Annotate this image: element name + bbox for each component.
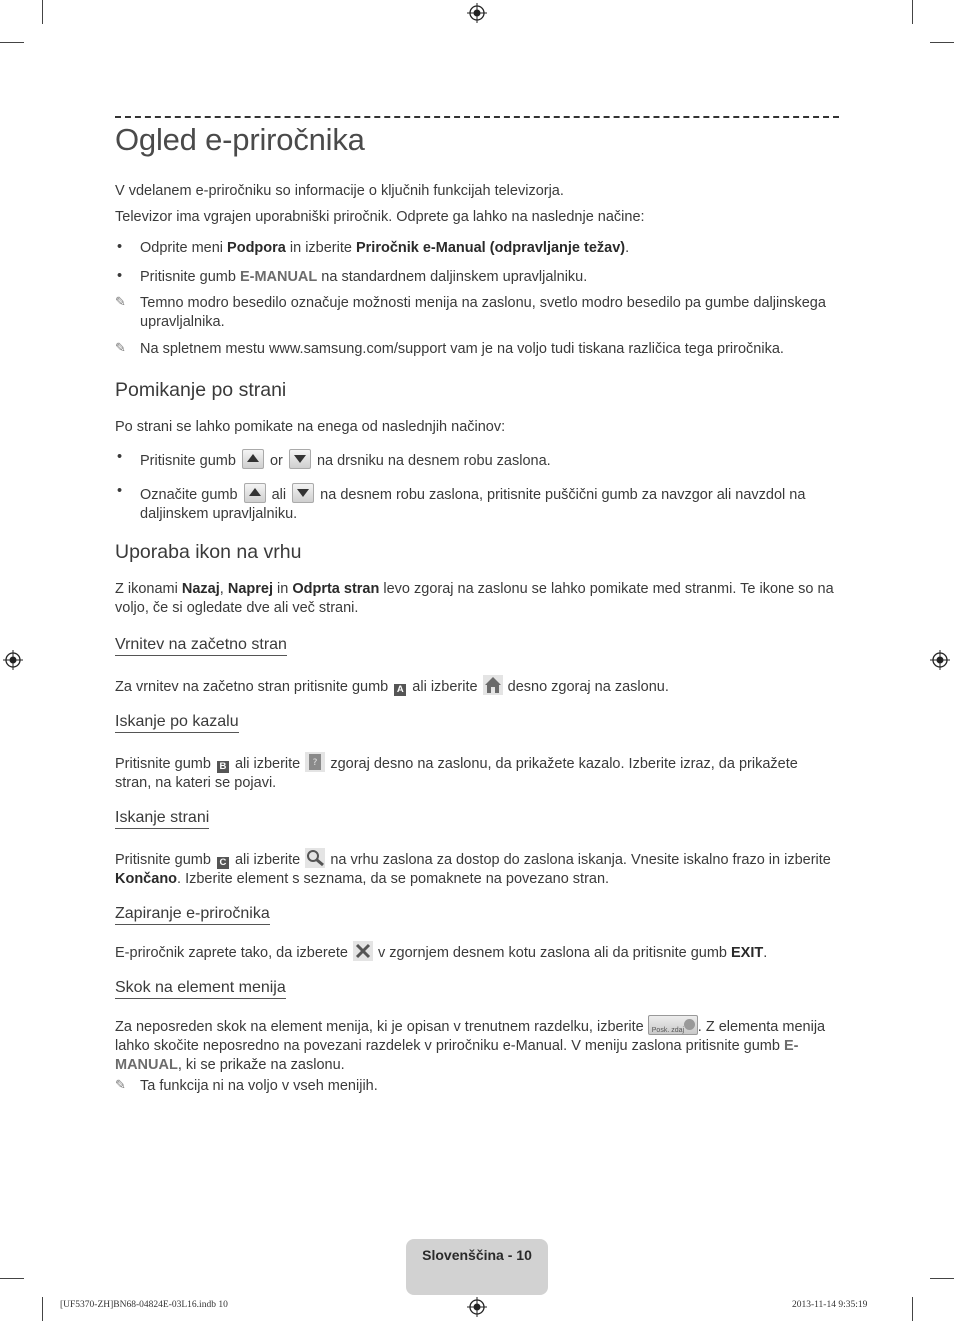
print-slug-right: 2013-11-14 9:35:19 [792, 1300, 868, 1310]
crop-mark [42, 1297, 43, 1321]
play-icon [684, 1019, 695, 1030]
subsection-paragraph: Pritisnite gumb B ali izberite ? zgoraj desno na zaslonu, da prikažete kazalo. Izberite izraz, da prikažete stran, na kateri se pojavi. [115, 752, 835, 793]
list-item: Označite gumb ali na desnem robu zaslona, pritisnite puščični gumb za navzgor ali navzdol na daljinskem upravljalniku. [140, 483, 840, 524]
a-button-icon: A [394, 684, 406, 696]
index-icon [305, 752, 325, 772]
page-number: Slovenščina - 10 [422, 1247, 532, 1263]
note-text: Na spletnem mestu www.samsung.com/support vam je na voljo tudi tiskana različica tega priročnika. [140, 341, 784, 357]
b-button-icon: B [217, 761, 229, 773]
registration-mark-icon [467, 3, 487, 23]
bullet-icon: • [117, 449, 123, 465]
close-icon [353, 941, 373, 961]
subsection-paragraph: Za vrnitev na začetno stran pritisnite gumb A ali izberite desno zgoraj na zaslonu. [115, 675, 835, 697]
crop-mark [42, 0, 43, 24]
note-text: Ta funkcija ni na voljo v vseh menijih. [140, 1078, 378, 1094]
subsection-paragraph: Za neposreden skok na element menija, ki je opisan v trenutnem razdelku, izberite Posk. zdaj . Z elementa menija lahko skočite neposredno na povezani razdelek v priročniku e-Manual. V meniju zaslona pritisnite gumb E-MANUAL, ki se prikaže na zaslonu. [115, 1015, 835, 1075]
scroll-up-button-icon [242, 449, 264, 469]
search-icon [305, 848, 325, 868]
title-rule [115, 116, 839, 118]
subsection-heading: Iskanje strani [115, 809, 209, 829]
section-heading: Uporaba ikon na vrhu [115, 541, 302, 563]
c-button-icon: C [217, 857, 229, 869]
registration-mark-icon [930, 650, 950, 670]
crop-mark [930, 42, 954, 43]
intro-paragraph: Televizor ima vgrajen uporabniški priročnik. Odprete ga lahko na naslednje načine: [115, 209, 645, 225]
page-title: Ogled e-priročnika [115, 122, 365, 157]
subsection-heading: Iskanje po kazalu [115, 713, 239, 733]
crop-mark [930, 1278, 954, 1279]
section-paragraph: Po strani se lahko pomikate na enega od naslednjih načinov: [115, 419, 506, 435]
crop-mark [912, 1297, 913, 1321]
crop-mark [0, 42, 24, 43]
subsection-heading: Skok na element menija [115, 979, 286, 999]
crop-mark [0, 1278, 24, 1279]
bullet-icon: • [117, 239, 123, 255]
crop-mark [912, 0, 913, 24]
home-icon [483, 675, 503, 695]
print-slug-left: [UF5370-ZH]BN68-04824E-03L16.indb 10 [60, 1300, 228, 1310]
note-text: Temno modro besedilo označuje možnosti menija na zaslonu, svetlo modro besedilo pa gumbe daljinskega upravljalnika. [140, 295, 826, 330]
subsection-heading: Zapiranje e-priročnika [115, 905, 270, 925]
intro-paragraph: V vdelanem e-priročniku so informacije o ključnih funkcijah televizorja. [115, 183, 564, 199]
registration-mark-icon [467, 1297, 487, 1317]
section-heading: Pomikanje po strani [115, 379, 287, 401]
svg-text:?: ? [312, 758, 318, 768]
registration-mark-icon [3, 650, 23, 670]
pencil-note-icon: ✎ [115, 294, 126, 309]
try-now-button: Posk. zdaj [648, 1015, 698, 1035]
bullet-icon: • [117, 268, 123, 284]
section-paragraph: Z ikonami Nazaj, Naprej in Odprta stran levo zgoraj na zaslonu se lahko pomikate med stranmi. Te ikone so na voljo, če si ogledate dve ali več strani. [115, 581, 834, 616]
subsection-heading: Vrnitev na začetno stran [115, 636, 287, 656]
list-item: Pritisnite gumb E-MANUAL na standardnem daljinskem upravljalniku. [140, 269, 588, 285]
subsection-paragraph: E-priročnik zaprete tako, da izberete v zgornjem desnem kotu zaslona ali da pritisnite gumb EXIT. [115, 941, 835, 963]
bullet-icon: • [117, 483, 123, 499]
subsection-paragraph: Pritisnite gumb C ali izberite na vrhu zaslona za dostop do zaslona iskanja. Vnesite iskalno frazo in izberite Končano. Izberite element s seznama, da se pomaknete na povezano stran. [115, 848, 835, 889]
list-item: Pritisnite gumb or na drsniku na desnem robu zaslona. [140, 449, 840, 471]
pencil-note-icon: ✎ [115, 1077, 126, 1092]
pencil-note-icon: ✎ [115, 340, 126, 355]
scroll-up-button-icon [244, 483, 266, 503]
scroll-down-button-icon [289, 449, 311, 469]
list-item: Odprite meni Podpora in izberite Priročnik e-Manual (odpravljanje težav). [140, 240, 630, 256]
scroll-down-button-icon [292, 483, 314, 503]
